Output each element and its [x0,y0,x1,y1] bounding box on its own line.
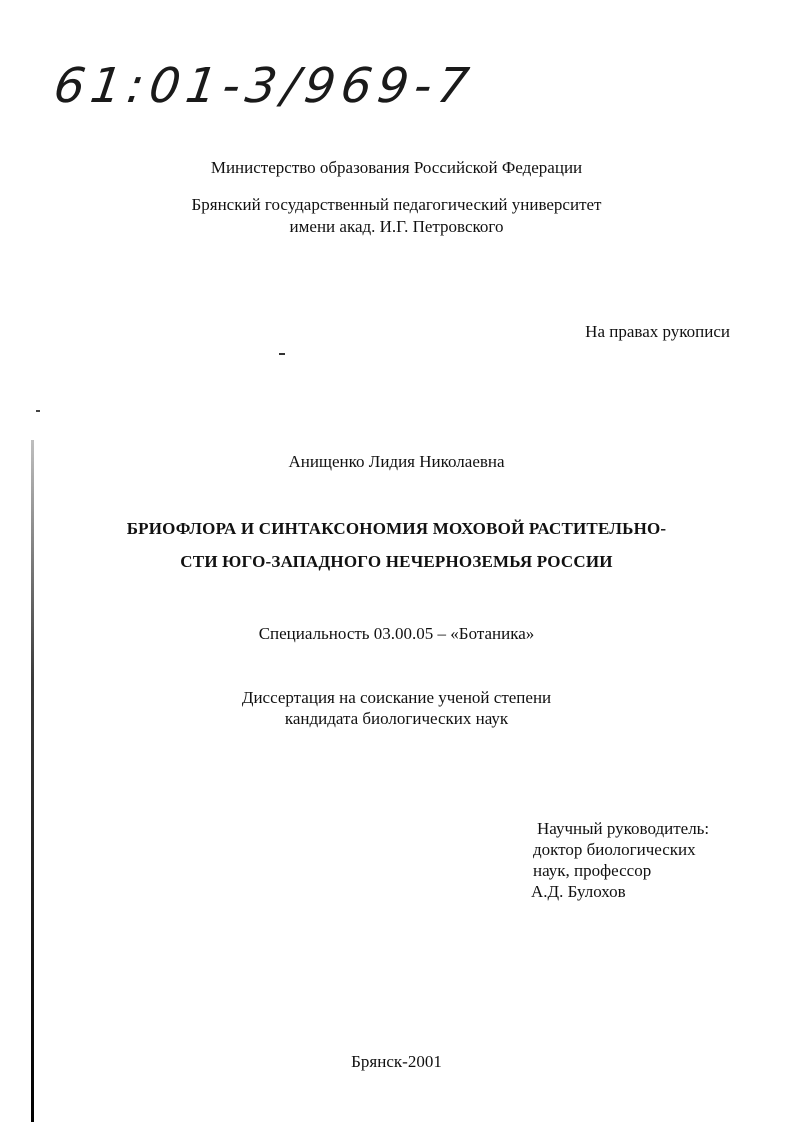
scan-speck [36,410,40,412]
handwritten-archive-mark: 61:01-3/969-7 [50,58,479,114]
author-name: Анищенко Лидия Николаевна [288,452,505,471]
title-line-2: СТИ ЮГО-ЗАПАДНОГО НЕЧЕРНОЗЕМЬЯ РОССИИ [180,552,613,571]
city-year: Брянск-2001 [351,1052,442,1071]
scan-speck [279,353,285,355]
supervisor-name: А.Д. Булохов [531,882,626,901]
degree-line-1: Диссертация на соискание ученой степени [241,688,552,707]
supervisor-label: Научный руководитель: [537,819,710,838]
degree-line-2: кандидата биологических наук [284,709,509,728]
supervisor-degree: доктор биологических [533,840,696,859]
ministry-name: Министерство образования Российской Федерации [210,158,583,177]
specialty: Специальность 03.00.05 – «Ботаника» [258,624,535,643]
rights-note: На правах рукописи [585,322,730,341]
dissertation-title [0,512,793,578]
dissertation-degree [0,687,793,729]
university-line-2: имени акад. И.Г. Петровского [289,217,504,236]
supervisor-block [533,818,709,902]
supervisor-title: наук, профессор [533,861,652,880]
university-name [0,194,793,238]
university-line-1: Брянский государственный педагогический университет [191,195,602,214]
title-line-1: БРИОФЛОРА И СИНТАКСОНОМИЯ МОХОВОЙ РАСТИТЕЛЬНО- [126,519,667,538]
